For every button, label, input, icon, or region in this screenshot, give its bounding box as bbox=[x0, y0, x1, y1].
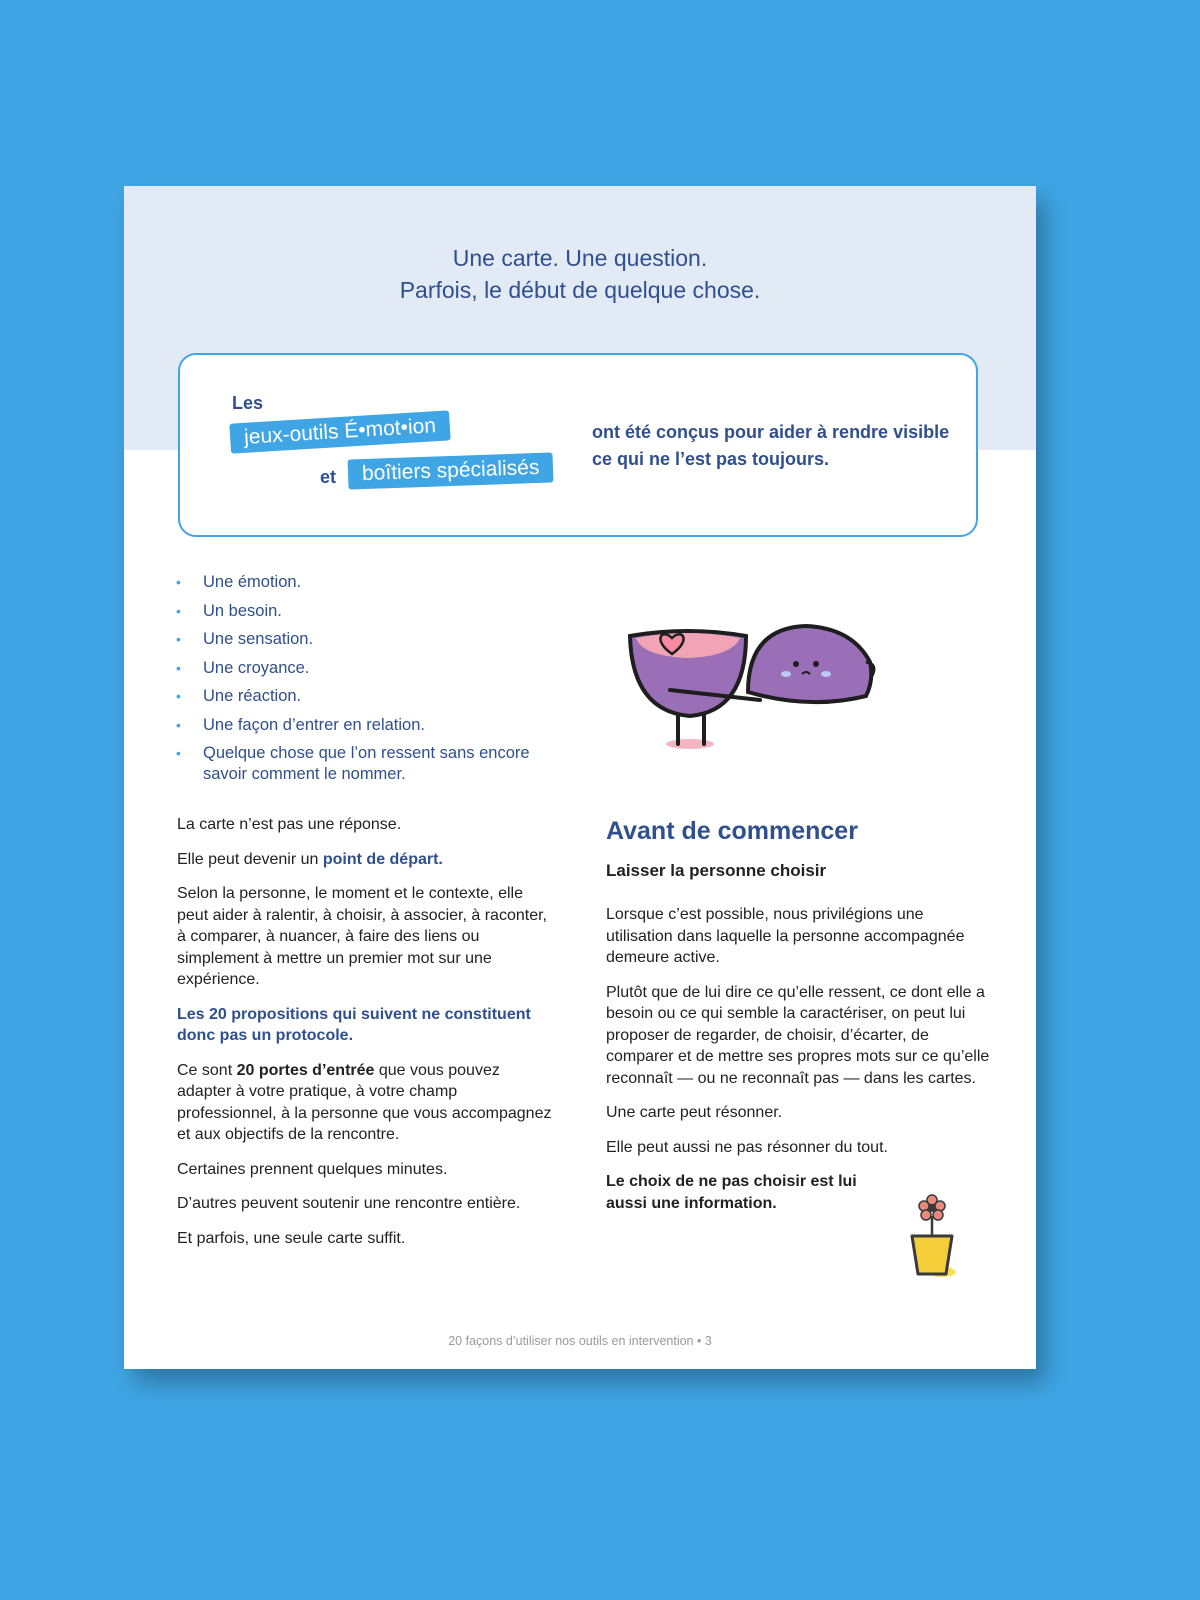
closing-statement: Le choix de ne pas choisir est lui aussi une information. bbox=[606, 1173, 857, 1212]
bullet-dot-icon: • bbox=[176, 574, 181, 590]
highlight-paragraph: Les 20 propositions qui suivent ne constituent donc pas un protocole. bbox=[177, 1005, 531, 1044]
paragraph: Certaines prennent quelques minutes. bbox=[177, 1160, 448, 1178]
list-item bbox=[176, 629, 556, 650]
headline-line-2: Parfois, le début de quelque chose. bbox=[399, 277, 761, 303]
bullet-dot-icon: • bbox=[176, 659, 181, 676]
list-item-text: Un besoin. bbox=[203, 601, 282, 620]
bullet-dot-icon: • bbox=[176, 602, 181, 619]
paragraph: Elle peut aussi ne pas résonner du tout. bbox=[606, 1138, 888, 1156]
callout-et: et bbox=[320, 467, 337, 487]
list-item bbox=[176, 686, 556, 707]
callout-les: Les bbox=[232, 393, 264, 413]
list-item-text: Une émotion. bbox=[203, 573, 302, 591]
paragraph-text: Ce sont bbox=[177, 1061, 237, 1079]
highlight-text: point de départ. bbox=[322, 850, 443, 868]
bullet-dot-icon: • bbox=[176, 631, 181, 647]
bullet-dot-icon: • bbox=[176, 716, 181, 733]
paragraph-text: que vous pouvez adapter à votre pratique, à votre champ professionnel, à la personne que vous accompagnez et aux objectifs de la rencontre. bbox=[177, 1061, 552, 1143]
section-subheading: Laisser la personne choisir bbox=[606, 861, 827, 880]
open-heart-character-illustration bbox=[620, 616, 890, 766]
list-item-text: Une façon d’entrer en relation. bbox=[203, 715, 425, 734]
paragraph: Selon la personne, le moment et le contexte, elle peut aider à ralentir, à choisir, à associer, à raconter, à comparer, à nuancer, à faire des liens ou simplement à mettre un premier mot sur une expérience. bbox=[177, 885, 547, 988]
flower-pot-icon bbox=[904, 1192, 964, 1282]
page-footer: 20 façons d’utiliser nos outils en intervention • 3 bbox=[448, 1334, 712, 1348]
tag-jeux-outils: jeux-outils É•mot•ion bbox=[229, 410, 451, 453]
tag-boitiers: boîtiers spécialisés bbox=[348, 452, 554, 489]
list-item bbox=[176, 743, 556, 785]
callout-description: ont été conçus pour aider à rendre visible ce qui ne l’est pas toujours. bbox=[592, 422, 950, 469]
bullet-dot-icon: • bbox=[176, 745, 181, 761]
paragraph bbox=[177, 849, 557, 871]
intro-callout-box bbox=[178, 353, 978, 537]
bullet-dot-icon: • bbox=[176, 688, 181, 704]
paragraph: Une carte peut résonner. bbox=[606, 1104, 783, 1121]
list-item bbox=[176, 658, 556, 679]
paragraph-text: Elle peut devenir un bbox=[177, 850, 323, 868]
list-item bbox=[176, 715, 556, 736]
document-page bbox=[124, 186, 1036, 1369]
list-item-text: Une croyance. bbox=[203, 658, 310, 677]
paragraph: D’autres peuvent soutenir une rencontre entière. bbox=[177, 1195, 521, 1212]
list-item-text: Quelque chose que l’on ressent sans encore savoir comment le nommer. bbox=[203, 744, 530, 783]
paragraph: Lorsque c’est possible, nous privilégions une utilisation dans laquelle la personne accompagnée demeure active. bbox=[606, 906, 965, 966]
list-item bbox=[176, 601, 556, 622]
headline-line-1: Une carte. Une question. bbox=[452, 245, 708, 271]
paragraph bbox=[177, 1060, 557, 1146]
list-item bbox=[176, 572, 556, 593]
paragraph: Plutôt que de lui dire ce qu’elle ressent, ce dont elle a besoin ou ce qui semble la caractériser, on peut lui proposer de regarder, de choisir, d’écarter, de comparer et de mettre ses propres mots sur ce qu’elle reconnaît — ou ne reconnaît pas — dans les cartes. bbox=[606, 983, 990, 1087]
right-column bbox=[606, 816, 991, 1227]
list-item-text: Une sensation. bbox=[203, 630, 314, 648]
section-heading: Avant de commencer bbox=[606, 817, 858, 845]
bold-text: 20 portes d’entrée bbox=[236, 1061, 375, 1079]
bullet-list bbox=[176, 572, 556, 793]
list-item-text: Une réaction. bbox=[203, 687, 302, 705]
page-headline bbox=[124, 242, 1036, 306]
paragraph: Et parfois, une seule carte suffit. bbox=[177, 1229, 406, 1247]
left-column bbox=[177, 814, 557, 1262]
paragraph: La carte n’est pas une réponse. bbox=[177, 816, 402, 833]
